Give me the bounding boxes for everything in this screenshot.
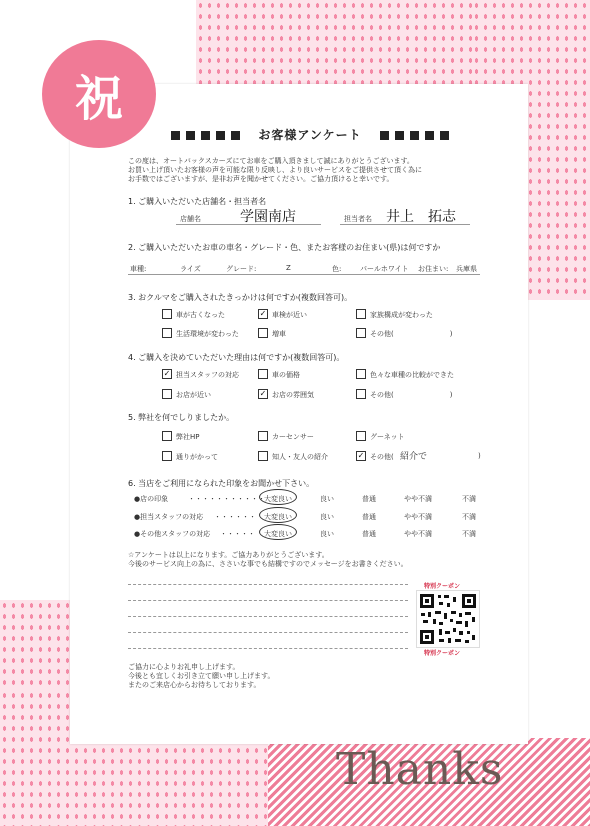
q4-checkbox-2[interactable] xyxy=(258,369,268,379)
q6-heading: 6. 当店をご利用になられた印象をお聞かせ下さい。 xyxy=(128,479,315,488)
q4-checkbox-5[interactable]: ✓ xyxy=(259,389,267,398)
staff-underline xyxy=(340,224,470,225)
q3-checkbox-1[interactable] xyxy=(162,309,172,319)
q6-row-1-scale-1: 大変良い xyxy=(264,495,292,503)
store-label: 店舗名 xyxy=(180,215,201,223)
q6-row-3-scale-4: やや不満 xyxy=(404,530,432,538)
q5-checkbox-3[interactable] xyxy=(356,431,366,441)
q6-row-2-answer-circle xyxy=(259,507,297,523)
q3-option-6: その他( ) xyxy=(370,330,453,338)
q6-row-1-answer-circle xyxy=(259,489,297,505)
q4-option-1: 担当スタッフの対応 xyxy=(176,371,239,379)
q5-option-1: 弊社HP xyxy=(176,433,200,441)
q2-heading: 2. ご購入いただいたお車の車名・グレード・色、またお客様のお住まい(県)は何ですか xyxy=(128,243,441,252)
q3-checkbox-4[interactable] xyxy=(162,328,172,338)
q5-heading: 5. 弊社を何でしりましたか。 xyxy=(128,413,235,422)
q4-option-5: お店の雰囲気 xyxy=(272,391,314,399)
q4-checkbox-1[interactable]: ✓ xyxy=(163,369,171,378)
q6-row-2-dots: ・・・・・・ xyxy=(214,513,256,521)
q2-underline xyxy=(128,274,480,275)
celebration-stamp: 祝 xyxy=(42,40,156,148)
q6-row-3-scale-2: 良い xyxy=(320,530,334,538)
closing-line-1: ☆アンケートは以上になります。ご協力ありがとうございます。 xyxy=(128,551,329,559)
closing2-line-3: またのご来店心からお待ちしております。 xyxy=(128,681,261,689)
q6-row-2-label: ●担当スタッフの対応 xyxy=(134,513,204,521)
closing-line-2: 今後のサービス向上の為に、ささいな事でも結構ですのでメッセージをお書きください。 xyxy=(128,560,408,568)
message-line-2[interactable] xyxy=(128,600,408,601)
store-underline xyxy=(176,224,321,225)
q6-row-2-scale-2: 良い xyxy=(320,513,334,521)
staff-name: 井上 拓志 xyxy=(386,209,456,225)
q3-option-5: 増車 xyxy=(272,330,286,338)
thanks-text: Thanks xyxy=(336,744,504,795)
q4-checkbox-3[interactable] xyxy=(356,369,366,379)
q6-row-3-scale-3: 普通 xyxy=(362,530,376,538)
q4-option-3: 色々な車種の比較ができた xyxy=(370,371,454,379)
q4-checkbox-4[interactable] xyxy=(162,389,172,399)
color-label: 色: xyxy=(332,265,342,273)
q4-option-4: お店が近い xyxy=(176,391,211,399)
q6-row-3-label: ●その他スタッフの対応 xyxy=(134,530,211,538)
q3-option-1: 車が古くなった xyxy=(176,311,225,319)
home-value: 兵庫県 xyxy=(456,265,477,273)
intro-line-2: お買い上げ頂いたお客様の声を可能な限り反映し、より良いサービスをご提供させて頂く為に xyxy=(128,166,422,174)
message-line-1[interactable] xyxy=(128,584,408,585)
q5-option-4: 通りがかって xyxy=(176,453,218,461)
q6-row-1-dots: ・・・・・・・・・・・ xyxy=(188,495,265,503)
q3-checkbox-6[interactable] xyxy=(356,328,366,338)
q5-option-5: 知人・友人の紹介 xyxy=(272,453,328,461)
q4-option-2: 車の価格 xyxy=(272,371,300,379)
message-line-3[interactable] xyxy=(128,616,408,617)
grade-value: Z xyxy=(286,264,291,272)
q5-option-2: カーセンサー xyxy=(272,433,314,441)
store-name: 学園南店 xyxy=(240,209,296,225)
q3-checkbox-2[interactable]: ✓ xyxy=(259,309,267,318)
q3-option-2: 車検が近い xyxy=(272,311,307,319)
coupon-label-top: 特別クーポン xyxy=(424,583,461,590)
q6-row-1-scale-5: 不満 xyxy=(462,495,476,503)
q6-row-1-label: ●店の印象 xyxy=(134,495,169,503)
coupon-label-bottom: 特別クーポン xyxy=(424,650,461,657)
q3-checkbox-3[interactable] xyxy=(356,309,366,319)
q3-option-3: 家族構成が変わった xyxy=(370,311,433,319)
car-value: ライズ xyxy=(180,265,201,273)
q3-checkbox-5[interactable] xyxy=(258,328,268,338)
q6-row-3-scale-1: 大変良い xyxy=(264,530,292,538)
q5-checkbox-5[interactable] xyxy=(258,451,268,461)
grade-label: グレード: xyxy=(226,265,257,273)
q5-checkbox-4[interactable] xyxy=(162,451,172,461)
q5-option-6: その他( xyxy=(370,453,394,461)
q5-option-3: グーネット xyxy=(370,433,405,441)
q6-row-3-answer-circle xyxy=(259,524,297,540)
q4-checkbox-6[interactable] xyxy=(356,389,366,399)
message-line-5[interactable] xyxy=(128,648,408,649)
q6-row-3-scale-5: 不満 xyxy=(462,530,476,538)
q3-heading: 3. おクルマをご購入されたきっかけは何ですか(複数回答可)。 xyxy=(128,293,353,302)
car-label: 車種: xyxy=(130,265,147,273)
q6-row-2-scale-4: やや不満 xyxy=(404,513,432,521)
survey-title: お客様アンケート xyxy=(140,126,480,143)
message-line-4[interactable] xyxy=(128,632,408,633)
q6-row-1-scale-2: 良い xyxy=(320,495,334,503)
q6-row-1-scale-3: 普通 xyxy=(362,495,376,503)
q4-option-6: その他( ) xyxy=(370,391,453,399)
intro-line-3: お手数ではございますが、是非お声を聞かせてください。ご協力頂けると幸いです。 xyxy=(128,175,394,183)
qr-code-icon[interactable] xyxy=(416,590,480,648)
q5-other-close: ) xyxy=(478,452,481,460)
closing2-line-1: ご協力に心よりお礼申し上げます。 xyxy=(128,663,240,671)
color-value: パールホワイト xyxy=(360,265,409,273)
q6-row-1-scale-4: やや不満 xyxy=(404,495,432,503)
q5-checkbox-1[interactable] xyxy=(162,431,172,441)
q3-option-4: 生活環境が変わった xyxy=(176,330,239,338)
q4-heading: 4. ご購入を決めていただいた理由は何ですか(複数回答可)。 xyxy=(128,353,345,362)
q6-row-2-scale-5: 不満 xyxy=(462,513,476,521)
q6-row-2-scale-3: 普通 xyxy=(362,513,376,521)
q5-checkbox-6[interactable]: ✓ xyxy=(357,451,365,460)
q6-row-3-dots: ・・・・・ xyxy=(220,530,255,538)
staff-label: 担当者名 xyxy=(344,215,372,223)
home-label: お住まい: xyxy=(418,265,449,273)
q5-other-handwritten: 紹介で xyxy=(400,452,428,462)
intro-line-1: この度は、オートバックスカーズにてお車をご購入頂きまして誠にありがとうございます。 xyxy=(128,157,414,165)
q1-heading: 1. ご購入いただいた店舗名・担当者名 xyxy=(128,197,267,206)
q6-row-2-scale-1: 大変良い xyxy=(264,513,292,521)
closing2-line-2: 今後とも宜しくお引き立て願い申し上げます。 xyxy=(128,672,275,680)
q5-checkbox-2[interactable] xyxy=(258,431,268,441)
